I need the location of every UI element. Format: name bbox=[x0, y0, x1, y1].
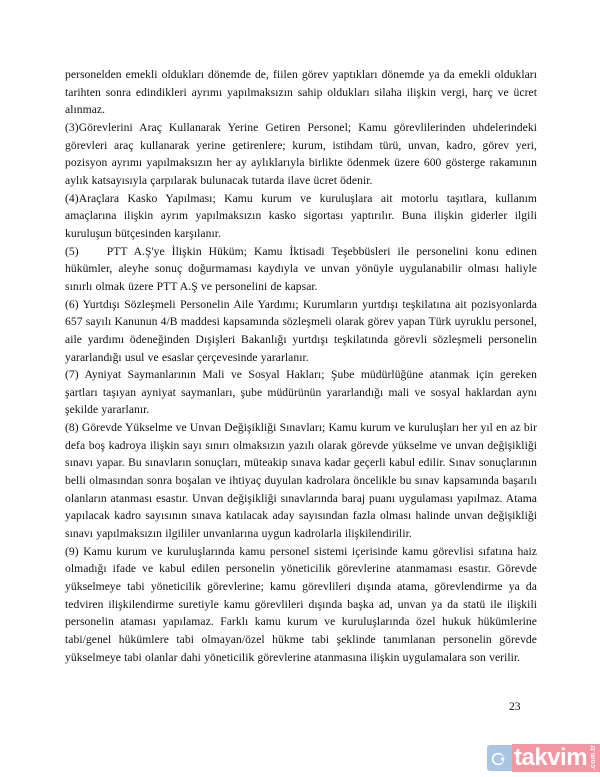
paragraph-8: (8) Görevde Yükselme ve Unvan Değişikliği Sınavları; Kamu kurum ve kuruluşları her yıl en az bir defa boş kadroya ilişkin sayı sınırı olmaksızın yazılı olarak görevde yükselme ve unvan değişikliği sınavı yapar. Bu sınavların sonuçları, müteakip sınava kadar geçerli kabul edilir. Sınav sonuçlarının belli olmasından sonra boşalan ve ihtiyaç duyulan kadrolara öncelikle bu sınav kapsamında başarılı olanların atanması esastır. Unvan değişikliği sınavlarında baraj puanı uygulaması yapılmaz. Atama yapılacak kadro sayısının sınava katılacak aday sayısından fazla olması halinde unvan değişikliği sınavı yapılmaksızın ilgililer unvanlarına uygun kadrolarla ilişkilendirilir. bbox=[65, 421, 537, 541]
watermark-domain bbox=[588, 744, 599, 772]
paragraph-3: (3)Görevlerini Araç Kullanarak Yerine Getiren Personel; Kamu görevlilerinden uhdelerindeki görevleri araç kullanarak yerine getirenlere; kurum, istihdam türü, unvan, kadro, görev yeri, pozisyon ayrımı yapılmaksızın her ay aylıklarıyla birlikte ödenmek üzere 600 gösterge rakamının aylık katsayısıyla çarpılarak bulunacak tutarda ilave ücret ödenir. bbox=[65, 120, 537, 187]
paragraph-5-text: PTT A.Ş'ye İlişkin Hüküm; Kamu İktisadi Teşebbüsleri ile personelini konu edinen hükümler, aleyhe sonuç doğurmaması kaydıyla ve unvan yönüyle uygulanabilir olması haliyle sınırlı olmak üzere PTT A.Ş ve personelini de kapsar. bbox=[65, 244, 537, 293]
paragraph-4: (4)Araçlara Kasko Yapılması; Kamu kurum ve kuruluşlara ait motorlu taşıtlara, kullanım amaçlarına ilişkin ayrım yapılmaksızın kasko sigortası yaptırılır. Buna ilişkin giderler ilgili kuruluşun bütçesinden karşılanır. bbox=[65, 191, 537, 240]
watermark-brand: takvim bbox=[514, 743, 588, 771]
paragraph-6: (6) Yurtdışı Sözleşmeli Personelin Aile Yardımı; Kurumların yurtdışı teşkilatına ait pozisyonlarda 657 sayılı Kanunun 4/B maddesi kapsamında sözleşmeli olarak görev yapan Türk uyruklu personel, aile yardımı ödeneğinden Dışişleri Bakanlığı yurtdışı teşkilatında görevli sözleşmeli personelin yararlandığı usul ve esaslar çerçevesinde yararlanır. bbox=[65, 297, 537, 364]
turkish-flag-icon bbox=[491, 751, 507, 767]
paragraph-9: (9) Kamu kurum ve kuruluşlarında kamu personel sistemi içerisinde kamu görevlisi sıfatına haiz olmadığı ifade ve kabul edilen personelin yöneticilik görevlerine atanmaması esastır. Görevde yükselmeye tabi yöneticilik görevlerine; kamu görevlileri dışında atama, görevlendirme ya da tedviren ilişkilendirme suretiyle kamu görevlileri dışında başka ad, unvan ya da statü ile ilişkili personelin ataması yapılamaz. Farklı kamu kurum ve kuruluşlarında özel hukuk hükümlerine tabi/genel hükümlere tabi olmayan/özel hükme tabi şeklinde tanımlanan personelin görevde yükselmeye tabi olanlar dahi yöneticilik görevlerine atanmasına ilişkin uygulamalara son verilir. bbox=[65, 544, 537, 664]
paragraph-continued: personelden emekli oldukları dönemde de, fiilen görev yaptıkları dönemde ya da emekli oldukları tarihten sonra edindikleri ayrımı yapılmaksızın sahip oldukları silaha ilişkin vergi, harç ve ücret alınmaz. bbox=[65, 68, 537, 117]
paragraph-5-number: (5) bbox=[65, 244, 79, 258]
watermark-plate bbox=[512, 744, 600, 772]
paragraph-5 bbox=[65, 243, 537, 296]
takvim-watermark bbox=[487, 738, 600, 777]
page-number: 23 bbox=[509, 700, 521, 713]
watermark-domain-text: .com.tr bbox=[590, 744, 598, 771]
page-body-text bbox=[65, 66, 537, 666]
watermark-badge bbox=[487, 745, 513, 771]
paragraph-7: (7) Ayniyat Saymanlarının Mali ve Sosyal Hakları; Şube müdürlüğüne atanmak için gereken şartları taşıyan ayniyat saymanları, şube müdürünün yararlandığı mali ve sosyal haklardan aynı şekilde yararlanır. bbox=[65, 368, 537, 417]
